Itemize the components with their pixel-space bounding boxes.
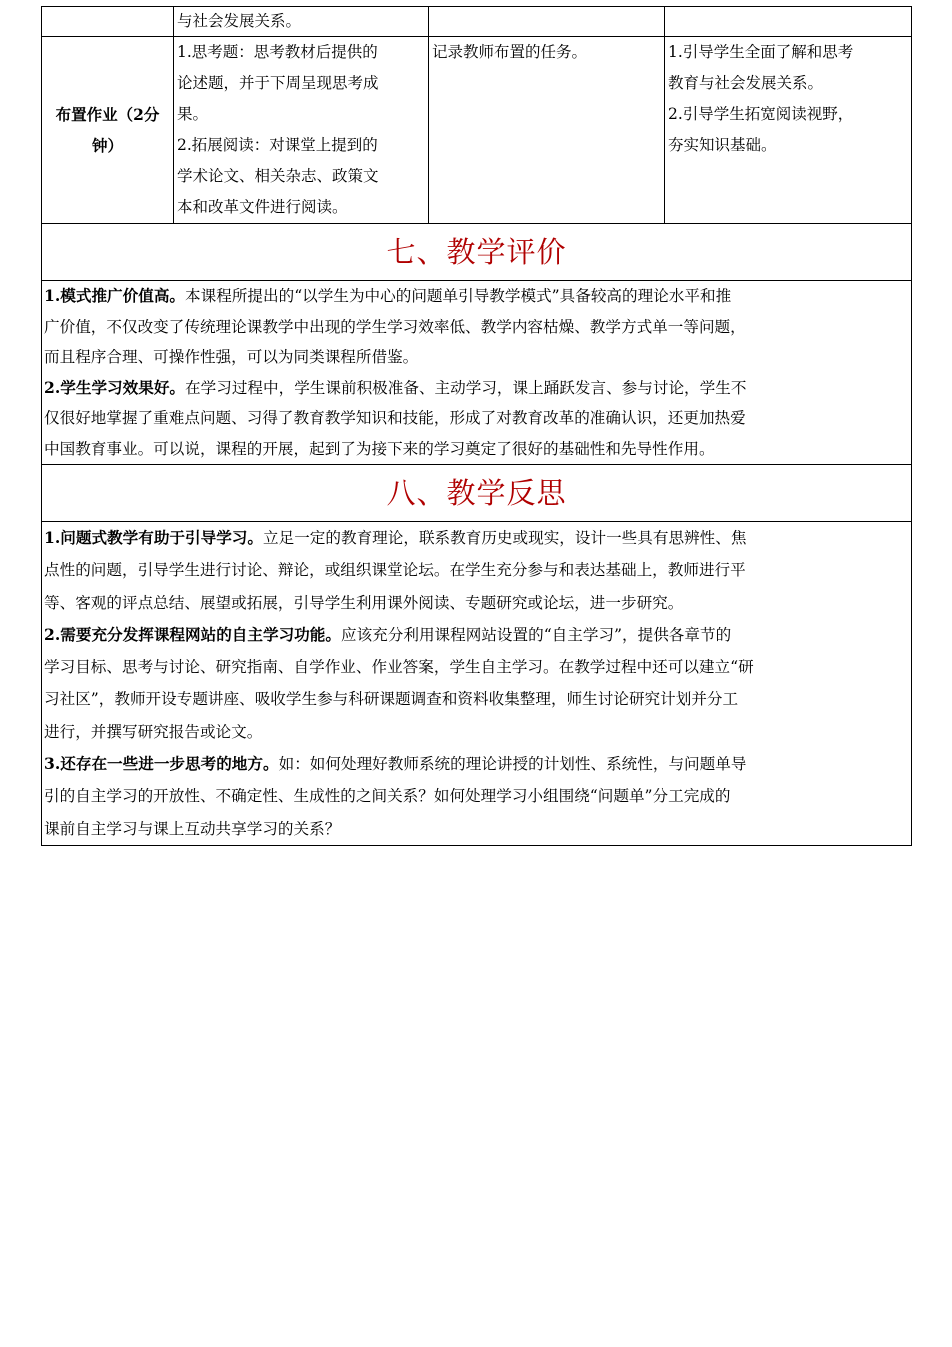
line: 果。: [177, 105, 209, 123]
paragraph-text: 立足一定的教育理论，联系教育历史或现实，设计一些具有思辨性、焦: [263, 529, 747, 547]
line: 论述题，并于下周呈现思考成: [177, 74, 379, 92]
teacher-activity-cell: [174, 37, 429, 224]
paragraph-text: 仅很好地掌握了重难点问题、习得了教育教学知识和技能，形成了对教育改革的准确认识，还更加热爱: [44, 409, 746, 427]
paragraph-text: 本课程所提出的“以学生为中心的问题单引导教学模式”具备较高的理论水平和推: [185, 287, 732, 305]
line: 1.引导学生全面了解和思考: [668, 43, 854, 61]
student-activity-cell: [429, 37, 665, 224]
paragraph-text: 中国教育事业。可以说，课程的开展，起到了为接下来的学习奠定了很好的基础性和先导性作用。: [44, 439, 715, 458]
table-row-continued: [42, 7, 912, 37]
line: 2.拓展阅读：对课堂上提到的: [177, 136, 378, 154]
line: 夯实知识基础。: [668, 136, 777, 154]
paragraph-text: 如：如何处理好教师系统的理论讲授的计划性、系统性，与问题单导: [278, 755, 747, 774]
evaluation-paragraph-2: [44, 373, 909, 465]
paragraph-heading: 1.模式推广价值高。: [44, 286, 186, 305]
paragraph-text: 在学习过程中，学生课前积极准备、主动学习，课上踊跃发言、参与讨论，学生不: [185, 378, 747, 397]
line: 1.思考题：思考教材后提供的: [177, 43, 378, 61]
paragraph-heading: 1.问题式教学有助于引导学习。: [44, 528, 263, 547]
document-page: [41, 6, 911, 846]
paragraph-text: 点性的问题，引导学生进行讨论、辩论，或组织课堂论坛。在学生充分参与和表达基础上，教师进行平: [44, 561, 746, 580]
section-body-row: [42, 281, 912, 465]
teacher-activity-cell: 与社会发展关系。: [174, 7, 429, 37]
paragraph-text: 习社区”，教师开设专题讲座、吸收学生参与科研课题调查和资料收集整理，师生讨论研究计划并分工: [44, 690, 739, 709]
design-intent-cell: [665, 37, 912, 224]
reflection-paragraph-2: [44, 619, 909, 748]
reflection-body: [42, 522, 912, 846]
paragraph-text: 等、客观的评点总结、展望或拓展，引导学生利用课外阅读、专题研究或论坛，进一步研究。: [44, 593, 684, 612]
stage-label-text: 布置作业（2分钟）: [55, 105, 160, 155]
paragraph-text: 应该充分利用课程网站设置的“自主学习”，提供各章节的: [340, 625, 732, 644]
line: 学术论文、相关杂志、政策文: [177, 167, 379, 185]
table-row-homework: [42, 37, 912, 224]
line: 记录教师布置的任务。: [432, 43, 588, 61]
section-body-row: [42, 522, 912, 846]
paragraph-text: 进行，并撰写研究报告或论文。: [44, 722, 263, 741]
paragraph-text: 课前自主学习与课上互动共享学习的关系？: [44, 819, 341, 838]
line: 2.引导学生拓宽阅读视野，: [668, 105, 854, 123]
paragraph-text: 引的自主学习的开放性、不确定性、生成性的之间关系？如何处理学习小组围绕“问题单”分工完成的: [44, 787, 731, 806]
reflection-paragraph-3: [44, 748, 909, 845]
lesson-plan-table: [41, 6, 912, 846]
section-title-reflection: 八、教学反思: [42, 465, 912, 522]
design-intent-cell: [665, 7, 912, 37]
section-header-row: [42, 224, 912, 281]
reflection-paragraph-1: [44, 522, 909, 619]
paragraph-heading: 2.需要充分发挥课程网站的自主学习功能。: [44, 624, 341, 644]
evaluation-body: [42, 281, 912, 465]
student-activity-cell: [429, 7, 665, 37]
line: 本和改革文件进行阅读。: [177, 198, 348, 216]
section-title-evaluation: 七、教学评价: [42, 224, 912, 281]
section-header-row: [42, 465, 912, 522]
paragraph-text: 而且程序合理、可操作性强，可以为同类课程所借鉴。: [44, 348, 419, 366]
stage-label-homework: [42, 37, 174, 224]
paragraph-text: 广价值，不仅改变了传统理论课教学中出现的学生学习效率低、教学内容枯燥、教学方式单一等问题，: [44, 317, 746, 336]
line: 教育与社会发展关系。: [668, 74, 824, 92]
paragraph-heading: 3.还存在一些进一步思考的地方。: [44, 754, 279, 774]
stage-cell-empty: [42, 7, 174, 37]
paragraph-text: 学习目标、思考与讨论、研究指南、自学作业、作业答案，学生自主学习。在教学过程中还可以建立“研: [44, 658, 754, 677]
evaluation-paragraph-1: [44, 281, 909, 373]
paragraph-heading: 2.学生学习效果好。: [44, 377, 186, 397]
